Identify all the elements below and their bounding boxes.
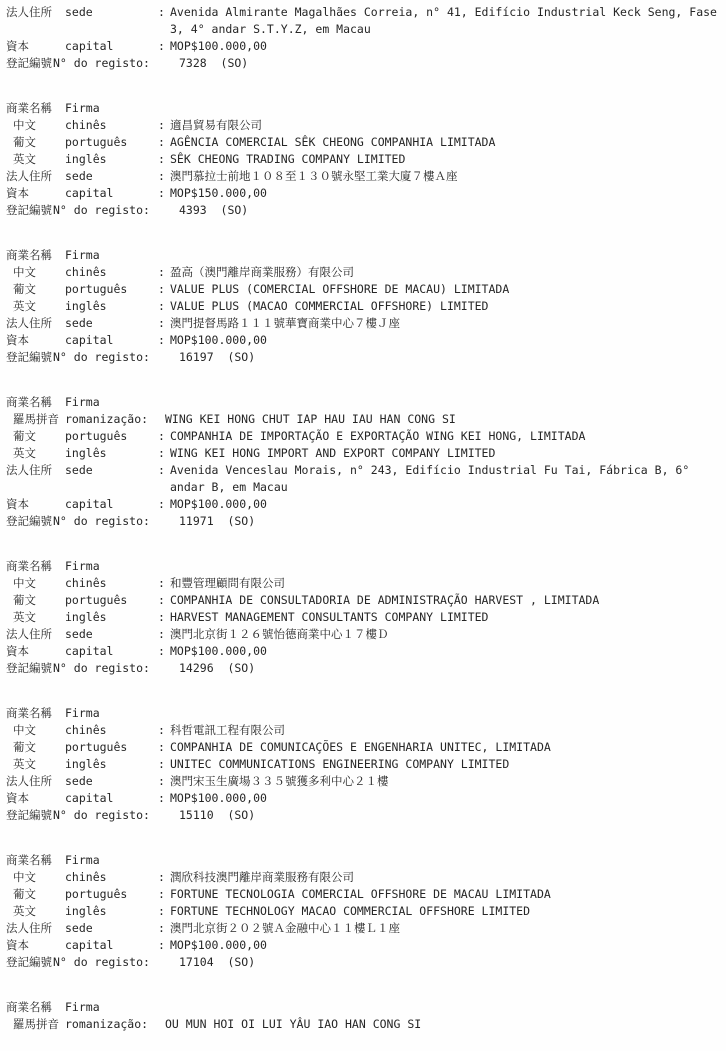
field-value: AGÊNCIA COMERCIAL SÊK CHEONG COMPANHIA LIMITADA bbox=[170, 135, 496, 149]
colon-separator: : bbox=[158, 333, 165, 347]
field-label-zh: 商業名稱 bbox=[6, 101, 52, 115]
colon-separator: : bbox=[158, 870, 165, 884]
colon-separator: : bbox=[158, 938, 165, 952]
field-label-zh: 資本 bbox=[6, 644, 29, 658]
registry-line bbox=[0, 55, 726, 72]
colon-separator: : bbox=[158, 610, 165, 624]
field-label-zh: 葡文 bbox=[13, 740, 36, 754]
colon-separator: : bbox=[158, 135, 165, 149]
registry-line bbox=[0, 937, 726, 954]
colon-separator: : bbox=[158, 904, 165, 918]
field-label-pt: sede bbox=[65, 463, 93, 477]
field-value: Avenida Venceslau Morais, n° 243, Edifício Industrial Fu Tai, Fábrica B, 6° bbox=[170, 463, 690, 477]
registry-line bbox=[0, 332, 726, 349]
field-label-pt: português bbox=[65, 429, 128, 443]
field-label-pt: chinês bbox=[65, 576, 107, 590]
registry-line bbox=[0, 807, 726, 824]
colon-separator: : bbox=[158, 446, 165, 460]
field-label-zh: 資本 bbox=[6, 186, 29, 200]
registry-line bbox=[0, 999, 726, 1016]
colon-separator: : bbox=[158, 497, 165, 511]
registry-line bbox=[0, 852, 726, 869]
field-value: 和豐管理顧問有限公司 bbox=[170, 576, 285, 590]
field-label-zh: 商業名稱 bbox=[6, 395, 52, 409]
field-label-pt: português bbox=[65, 282, 128, 296]
field-label-pt: português bbox=[65, 887, 128, 901]
field-value: MOP$100.000,00 bbox=[170, 497, 267, 511]
field-value: 澳門慕拉士前地１０８至１３０號永堅工業大廈７樓Ａ座 bbox=[170, 169, 458, 183]
field-label-pt: Firma bbox=[65, 101, 100, 115]
field-label-zh: 中文 bbox=[13, 723, 36, 737]
field-label-pt: Firma bbox=[65, 248, 100, 262]
field-value: 16197 (SO) bbox=[179, 350, 256, 364]
registry-line bbox=[0, 281, 726, 298]
colon-separator: : bbox=[158, 740, 165, 754]
registry-line bbox=[0, 496, 726, 513]
field-value: WING KEI HONG IMPORT AND EXPORT COMPANY LIMITED bbox=[170, 446, 496, 460]
field-label-pt: português bbox=[65, 135, 128, 149]
registry-line bbox=[0, 643, 726, 660]
field-label-zh: 法人住所 bbox=[6, 921, 52, 935]
field-label-zh: 法人住所 bbox=[6, 627, 52, 641]
colon-separator: : bbox=[158, 429, 165, 443]
colon-separator: : bbox=[158, 791, 165, 805]
field-label-zh: 商業名稱 bbox=[6, 1000, 52, 1014]
colon-separator: : bbox=[158, 282, 165, 296]
field-label-pt: chinês bbox=[65, 870, 107, 884]
field-label-pt: sede bbox=[65, 316, 93, 330]
field-value: 11971 (SO) bbox=[179, 514, 256, 528]
field-label-pt: sede bbox=[65, 774, 93, 788]
field-label-pt: capital bbox=[65, 938, 114, 952]
field-label-pt: romanização: bbox=[65, 1017, 149, 1031]
colon-separator: : bbox=[158, 463, 165, 477]
registry-line bbox=[0, 117, 726, 134]
field-label-zh: 英文 bbox=[13, 904, 36, 918]
field-value: 潤欣科技澳門離岸商業服務有限公司 bbox=[170, 870, 354, 884]
field-label-zh: 法人住所 bbox=[6, 316, 52, 330]
field-value: 澳門北京街２０２號Ａ金融中心１１樓Ｌ１座 bbox=[170, 921, 400, 935]
field-label-pt: N° do registo: bbox=[53, 661, 150, 675]
field-value: MOP$100.000,00 bbox=[170, 39, 267, 53]
field-label-pt: Firma bbox=[65, 1000, 100, 1014]
registry-line bbox=[0, 575, 726, 592]
registry-line bbox=[0, 790, 726, 807]
field-label-pt: Firma bbox=[65, 706, 100, 720]
field-value: 17104 (SO) bbox=[179, 955, 256, 969]
field-label-pt: N° do registo: bbox=[53, 514, 150, 528]
field-label-zh: 英文 bbox=[13, 446, 36, 460]
field-value: WING KEI HONG CHUT IAP HAU IAU HAN CONG SI bbox=[165, 412, 456, 426]
field-label-pt: sede bbox=[65, 921, 93, 935]
registry-entry-7 bbox=[0, 852, 726, 971]
field-label-pt: português bbox=[65, 740, 128, 754]
registry-line bbox=[0, 869, 726, 886]
field-label-pt: sede bbox=[65, 5, 93, 19]
field-label-zh: 商業名稱 bbox=[6, 248, 52, 262]
field-value: HARVEST MANAGEMENT CONSULTANTS COMPANY LIMITED bbox=[170, 610, 489, 624]
registry-line-continuation bbox=[0, 479, 726, 496]
field-label-pt: N° do registo: bbox=[53, 203, 150, 217]
field-label-zh: 法人住所 bbox=[6, 169, 52, 183]
field-value: COMPANHIA DE IMPORTAÇÃO E EXPORTAÇÃO WING KEI HONG, LIMITADA bbox=[170, 429, 586, 443]
registry-line bbox=[0, 4, 726, 21]
field-value: 澳門宋玉生廣場３３５號獲多利中心２１樓 bbox=[170, 774, 389, 788]
registry-line bbox=[0, 38, 726, 55]
field-label-zh: 中文 bbox=[13, 265, 36, 279]
field-value: 澳門北京街１２６號怡德商業中心１７樓Ｄ bbox=[170, 627, 389, 641]
field-label-zh: 資本 bbox=[6, 39, 29, 53]
registry-entry-8 bbox=[0, 999, 726, 1033]
field-label-zh: 登記編號 bbox=[6, 203, 52, 217]
field-label-zh: 登記編號 bbox=[6, 56, 52, 70]
colon-separator: : bbox=[158, 757, 165, 771]
field-label-zh: 英文 bbox=[13, 757, 36, 771]
registry-line bbox=[0, 513, 726, 530]
field-label-pt: sede bbox=[65, 169, 93, 183]
colon-separator: : bbox=[158, 316, 165, 330]
field-label-zh: 英文 bbox=[13, 610, 36, 624]
field-label-pt: N° do registo: bbox=[53, 955, 150, 969]
registry-line bbox=[0, 151, 726, 168]
registry-line bbox=[0, 886, 726, 903]
field-label-pt: chinês bbox=[65, 265, 107, 279]
field-label-zh: 資本 bbox=[6, 938, 29, 952]
field-value: 4393 (SO) bbox=[179, 203, 249, 217]
colon-separator: : bbox=[158, 39, 165, 53]
field-label-pt: capital bbox=[65, 186, 114, 200]
registry-line bbox=[0, 1016, 726, 1033]
field-label-pt: Firma bbox=[65, 395, 100, 409]
field-label-zh: 商業名稱 bbox=[6, 559, 52, 573]
field-label-pt: capital bbox=[65, 333, 114, 347]
registry-line bbox=[0, 903, 726, 920]
registry-line bbox=[0, 660, 726, 677]
registry-entry-5 bbox=[0, 558, 726, 677]
field-value: 7328 (SO) bbox=[179, 56, 249, 70]
field-value: 澳門提督馬路１１１號華寶商業中心７樓Ｊ座 bbox=[170, 316, 400, 330]
field-label-zh: 商業名稱 bbox=[6, 853, 52, 867]
field-value: UNITEC COMMUNICATIONS ENGINEERING COMPANY LIMITED bbox=[170, 757, 510, 771]
field-label-pt: capital bbox=[65, 644, 114, 658]
colon-separator: : bbox=[158, 118, 165, 132]
field-label-zh: 登記編號 bbox=[6, 955, 52, 969]
field-value: SÊK CHEONG TRADING COMPANY LIMITED bbox=[170, 152, 406, 166]
field-label-pt: N° do registo: bbox=[53, 808, 150, 822]
field-label-pt: inglês bbox=[65, 610, 107, 624]
field-label-zh: 資本 bbox=[6, 497, 29, 511]
field-label-pt: capital bbox=[65, 39, 114, 53]
field-label-zh: 登記編號 bbox=[6, 661, 52, 675]
field-label-zh: 葡文 bbox=[13, 282, 36, 296]
registry-line bbox=[0, 592, 726, 609]
field-value: MOP$100.000,00 bbox=[170, 644, 267, 658]
registry-line bbox=[0, 349, 726, 366]
field-label-pt: inglês bbox=[65, 446, 107, 460]
field-label-pt: Firma bbox=[65, 853, 100, 867]
registry-entry-4 bbox=[0, 394, 726, 530]
field-value: COMPANHIA DE CONSULTADORIA DE ADMINISTRAÇÃO HARVEST , LIMITADA bbox=[170, 593, 600, 607]
colon-separator: : bbox=[158, 774, 165, 788]
field-label-zh: 中文 bbox=[13, 118, 36, 132]
colon-separator: : bbox=[158, 186, 165, 200]
field-label-pt: inglês bbox=[65, 152, 107, 166]
field-value: MOP$150.000,00 bbox=[170, 186, 267, 200]
field-value: OU MUN HOI OI LUI YÂU IAO HAN CONG SI bbox=[165, 1017, 422, 1031]
colon-separator: : bbox=[158, 169, 165, 183]
field-value: MOP$100.000,00 bbox=[170, 938, 267, 952]
field-label-zh: 資本 bbox=[6, 791, 29, 805]
field-value: 14296 (SO) bbox=[179, 661, 256, 675]
registry-line bbox=[0, 722, 726, 739]
colon-separator: : bbox=[158, 627, 165, 641]
registry-line-continuation bbox=[0, 21, 726, 38]
field-label-pt: inglês bbox=[65, 904, 107, 918]
colon-separator: : bbox=[158, 299, 165, 313]
registry-line bbox=[0, 298, 726, 315]
field-label-zh: 英文 bbox=[13, 299, 36, 313]
registry-line bbox=[0, 920, 726, 937]
field-label-zh: 羅馬拼音 bbox=[13, 412, 59, 426]
field-label-zh: 葡文 bbox=[13, 429, 36, 443]
field-label-zh: 中文 bbox=[13, 870, 36, 884]
registry-line bbox=[0, 705, 726, 722]
field-value-continuation: 3, 4° andar S.T.Y.Z, em Macau bbox=[170, 22, 371, 36]
colon-separator: : bbox=[158, 887, 165, 901]
field-value: MOP$100.000,00 bbox=[170, 333, 267, 347]
field-label-zh: 資本 bbox=[6, 333, 29, 347]
registry-line bbox=[0, 954, 726, 971]
registry-line bbox=[0, 609, 726, 626]
field-label-pt: N° do registo: bbox=[53, 350, 150, 364]
field-label-pt: sede bbox=[65, 627, 93, 641]
registry-entry-1 bbox=[0, 4, 726, 72]
field-label-pt: chinês bbox=[65, 723, 107, 737]
field-value: 盈高（澳門離岸商業服務）有限公司 bbox=[170, 265, 354, 279]
colon-separator: : bbox=[158, 152, 165, 166]
field-value: FORTUNE TECNOLOGIA COMERCIAL OFFSHORE DE MACAU LIMITADA bbox=[170, 887, 551, 901]
field-value: Avenida Almirante Magalhães Correia, n° 41, Edifício Industrial Keck Seng, Fase bbox=[170, 5, 717, 19]
field-label-pt: Firma bbox=[65, 559, 100, 573]
registry-line bbox=[0, 756, 726, 773]
registry-line bbox=[0, 247, 726, 264]
field-label-zh: 登記編號 bbox=[6, 514, 52, 528]
registry-line bbox=[0, 626, 726, 643]
colon-separator: : bbox=[158, 921, 165, 935]
field-label-zh: 羅馬拼音 bbox=[13, 1017, 59, 1031]
colon-separator: : bbox=[158, 644, 165, 658]
registry-line bbox=[0, 773, 726, 790]
field-label-zh: 法人住所 bbox=[6, 463, 52, 477]
field-label-pt: N° do registo: bbox=[53, 56, 150, 70]
colon-separator: : bbox=[158, 5, 165, 19]
colon-separator: : bbox=[158, 265, 165, 279]
field-label-pt: português bbox=[65, 593, 128, 607]
registry-line bbox=[0, 100, 726, 117]
field-label-pt: capital bbox=[65, 791, 114, 805]
colon-separator: : bbox=[158, 576, 165, 590]
field-label-pt: chinês bbox=[65, 118, 107, 132]
field-label-zh: 葡文 bbox=[13, 135, 36, 149]
registry-line bbox=[0, 264, 726, 281]
field-label-zh: 葡文 bbox=[13, 887, 36, 901]
field-label-zh: 中文 bbox=[13, 576, 36, 590]
colon-separator: : bbox=[158, 593, 165, 607]
registry-line bbox=[0, 428, 726, 445]
registry-line bbox=[0, 739, 726, 756]
field-label-zh: 法人住所 bbox=[6, 5, 52, 19]
field-value: 適昌貿易有限公司 bbox=[170, 118, 262, 132]
field-label-pt: inglês bbox=[65, 757, 107, 771]
field-label-pt: romanização: bbox=[65, 412, 149, 426]
field-label-zh: 法人住所 bbox=[6, 774, 52, 788]
field-label-zh: 葡文 bbox=[13, 593, 36, 607]
field-value: VALUE PLUS (COMERCIAL OFFSHORE DE MACAU) LIMITADA bbox=[170, 282, 510, 296]
registry-entry-6 bbox=[0, 705, 726, 824]
registry-line bbox=[0, 202, 726, 219]
registry-line bbox=[0, 445, 726, 462]
field-value: FORTUNE TECHNOLOGY MACAO COMMERCIAL OFFSHORE LIMITED bbox=[170, 904, 531, 918]
field-value: VALUE PLUS (MACAO COMMERCIAL OFFSHORE) LIMITED bbox=[170, 299, 489, 313]
registry-line bbox=[0, 394, 726, 411]
field-label-pt: inglês bbox=[65, 299, 107, 313]
registry-entry-3 bbox=[0, 247, 726, 366]
field-value: 科哲電訊工程有限公司 bbox=[170, 723, 285, 737]
registry-entry-2 bbox=[0, 100, 726, 219]
field-value: 15110 (SO) bbox=[179, 808, 256, 822]
registry-line bbox=[0, 315, 726, 332]
field-value: COMPANHIA DE COMUNICAÇÕES E ENGENHARIA UNITEC, LIMITADA bbox=[170, 740, 551, 754]
field-label-zh: 商業名稱 bbox=[6, 706, 52, 720]
field-label-zh: 登記編號 bbox=[6, 350, 52, 364]
registry-line bbox=[0, 134, 726, 151]
registry-line bbox=[0, 558, 726, 575]
colon-separator: : bbox=[158, 723, 165, 737]
registry-line bbox=[0, 168, 726, 185]
field-label-zh: 登記編號 bbox=[6, 808, 52, 822]
registry-line bbox=[0, 462, 726, 479]
field-value-continuation: andar B, em Macau bbox=[170, 480, 288, 494]
registry-line bbox=[0, 411, 726, 428]
field-label-pt: capital bbox=[65, 497, 114, 511]
field-label-zh: 英文 bbox=[13, 152, 36, 166]
registry-line bbox=[0, 185, 726, 202]
field-value: MOP$100.000,00 bbox=[170, 791, 267, 805]
